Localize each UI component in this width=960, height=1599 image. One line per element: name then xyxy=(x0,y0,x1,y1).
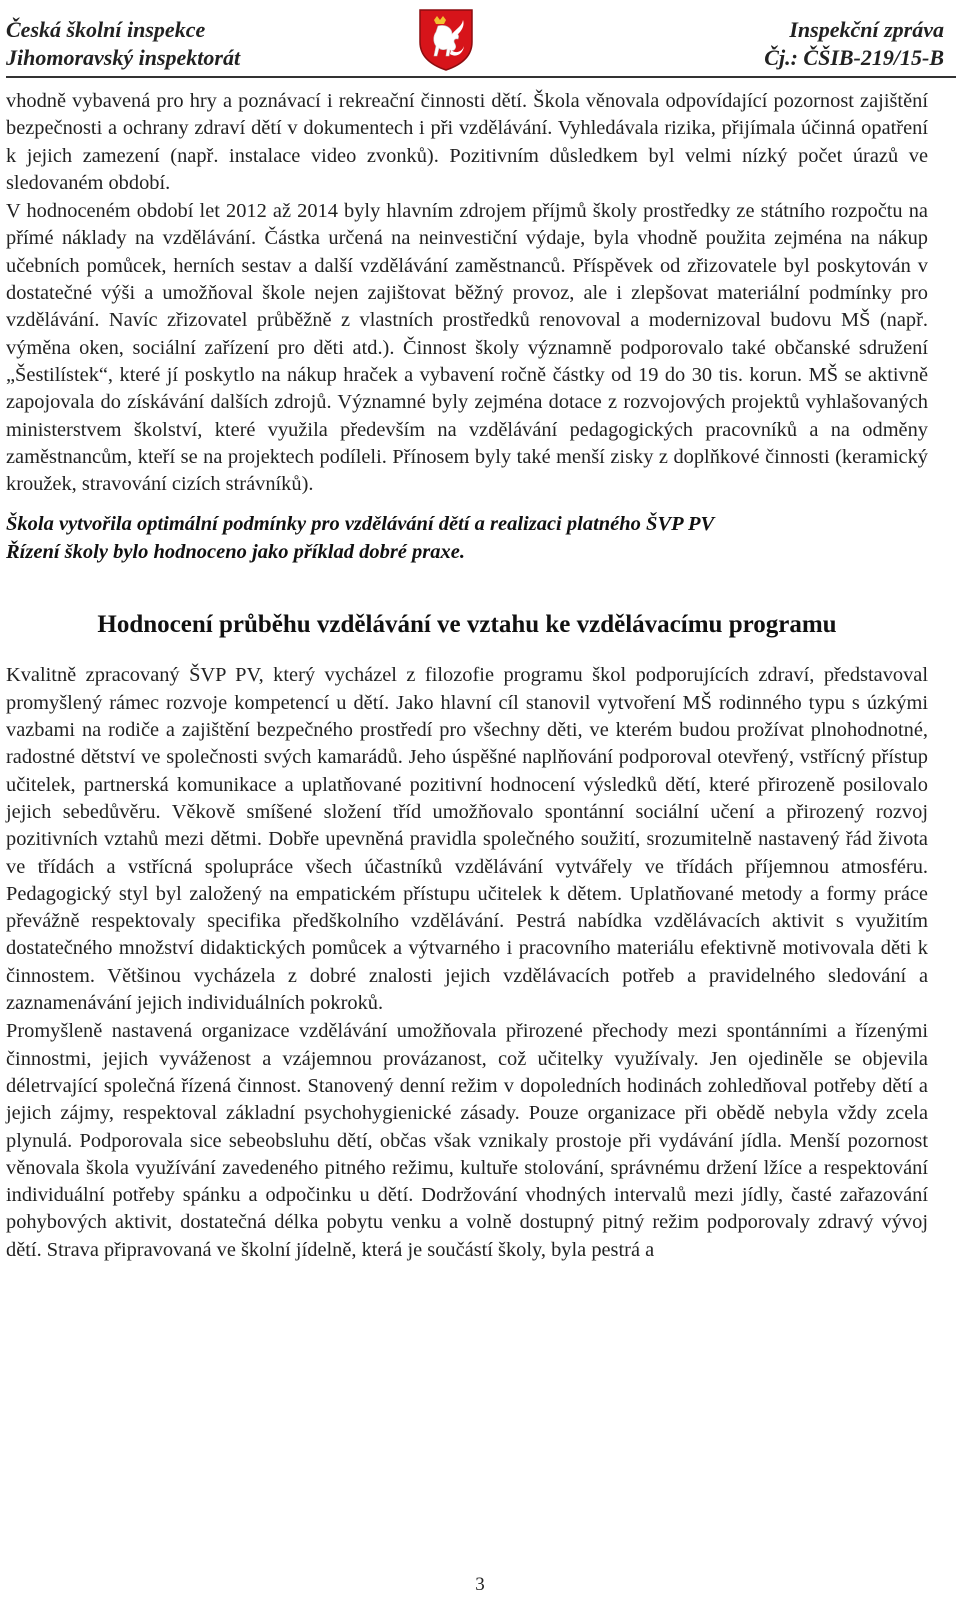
inspectorate-name: Jihomoravský inspektorát xyxy=(6,45,241,70)
institution-name: Česká školní inspekce xyxy=(6,17,206,42)
page-number: 3 xyxy=(475,1574,485,1595)
section-heading: Hodnocení průběhu vzdělávání ve vztahu ke vzdělávacímu programu xyxy=(97,611,837,639)
emphasis-line-conditions: Škola vytvořila optimální podmínky pro vzdělávání dětí a realizaci platného ŠVP PV xyxy=(6,513,715,536)
paragraph-organization: Promyšleně nastavená organizace vzdělávání umožňovala přirozené přechody mezi spontánními a řízenými činnostmi, jejich vyváženost a vzájemnou provázanost, což učitelky využívaly. Jen ojediněle se objevila déletrvající společná řízená činnost. Stanovený denní režim v dopoledních hodinách zohledňoval potřeby dětí a jejich zájmy, respektoval základní psychohygienické zásady. Pouze organizace při obědě nebyla vždy zcela plynulá. Podporovala sice sebeobsluhu dětí, občas však vznikaly prostoje při vydávání jídla. Menší pozornost věnovala škola využívání zavedeného pitného režimu, kultuře stolování, správnému držení lžíce a respektování individuální potřeby spánku a odpočinku u dětí. Dodržování vhodných intervalů mezi jídly, časté zařazování pohybových aktivit, dostatečná délka pobytu venku a volně dostupný pitný režim podporovaly zdravý vývoj dětí. Strava připravovaná ve školní jídelně, která je součástí školy, byla pestrá a xyxy=(6,1020,928,1261)
paragraph-safety: vhodně vybavená pro hry a poznávací i rekreační činnosti dětí. Škola věnovala odpovídající pozornost zajištění bezpečnosti a ochrany zdraví dětí v dokumentech i při vzdělávání. Vyhledávala rizika, přijímala účinná opatření k jejich zamezení (např. instalace video zvonků). Pozitivním důsledkem byl velmi nízký počet úrazů ve sledovaném období. xyxy=(6,90,928,194)
czech-lion-coat-of-arms-icon xyxy=(416,6,476,72)
emphasis-summary xyxy=(6,510,928,566)
document-body xyxy=(6,88,928,1264)
header-divider xyxy=(6,76,956,78)
paragraph-program: Kvalitně zpracovaný ŠVP PV, který vycházel z filozofie programu škol podporujících zdraví, představoval promyšlený rámec rozvoje kompetencí u dětí. Jako hlavní cíl stanovil vytvoření MŠ rodinného typu s úzkými vazbami na rodiče a zajištění bezpečného prostředí pro všechny děti, ve kterém budou prožívat plnohodnotné, radostné dětství ve společnosti svých kamarádů. Jeho úspěšné naplňování podporoval otevřený, vstřícný přístup učitelek, partnerská komunikace a uplatňované pozitivní hodnocení výsledků dětí, které přirozeně posilovalo jejich sebedůvěru. Věkově smíšené složení tříd umožňovalo spontánní sociální učení a přirozený rozvoj pozitivních vztahů mezi dětmi. Dobře upevněná pravidla společného soužití, srozumitelně nastavený řád života ve třídách a vstřícná spolupráce všech účastníků vzdělávání vytvářely ve třídách příjemnou atmosféru. Pedagogický styl byl založený na empatickém přístupu učitelek k dětem. Uplatňované metody a formy práce převážně respektovaly specifika předškolního vzdělávání. Pestrá nabídka vzdělávacích aktivit s využitím dostatečného množství didaktických pomůcek a výtvarného i pracovního materiálu efektivně motivovala děti k činnostem. Většinou vycházela z dobré znalosti jejich vzdělávacích potřeb a pravidelného sledování a zaznamenávání jejich individuálních pokroků. xyxy=(6,664,928,1015)
reference-number: Čj.: ČŠIB-219/15-B xyxy=(764,45,944,70)
emphasis-line-management: Řízení školy bylo hodnoceno jako příklad dobré praxe. xyxy=(6,541,465,564)
page-header xyxy=(0,0,960,78)
header-right xyxy=(764,16,944,72)
paragraph-finances: V hodnoceném období let 2012 až 2014 byly hlavním zdrojem příjmů školy prostředky ze státního rozpočtu na přímé náklady na vzdělávání. Částka určená na neinvestiční výdaje, byla vhodně použita zejména na nákup učebních pomůcek, herních sestav a další vzdělávání zaměstnanců. Příspěvek od zřizovatele byl poskytován v dostatečné výši a umožňoval škole nejen zajištovat běžný provoz, ale i zlepšovat materiální podmínky pro vzdělávání. Navíc zřizovatel průběžně z vlastních prostředků renovoval a modernizoval budovu MŠ (např. výměna oken, sociální zařízení pro děti atd.). Činnost školy významně podporovalo také občanské sdružení „Šestilístek“, které jí poskytlo na nákup hraček a vybavení ročně částky od 19 do 30 tis. korun. MŠ se aktivně zapojovala do získávání dalších zdrojů. Významné byly zejména dotace z rozvojových projektů vyhlašovaných ministerstvem školství, které využila především na vzdělávání pedagogických pracovníků a na odměny zaměstnancům, kteří se na projektech podíleli. Přínosem byly také menší zisky z doplňkové činnosti (keramický kroužek, stravování cizích strávníků). xyxy=(6,200,928,496)
header-left xyxy=(6,16,240,72)
report-type: Inspekční zpráva xyxy=(789,17,944,42)
